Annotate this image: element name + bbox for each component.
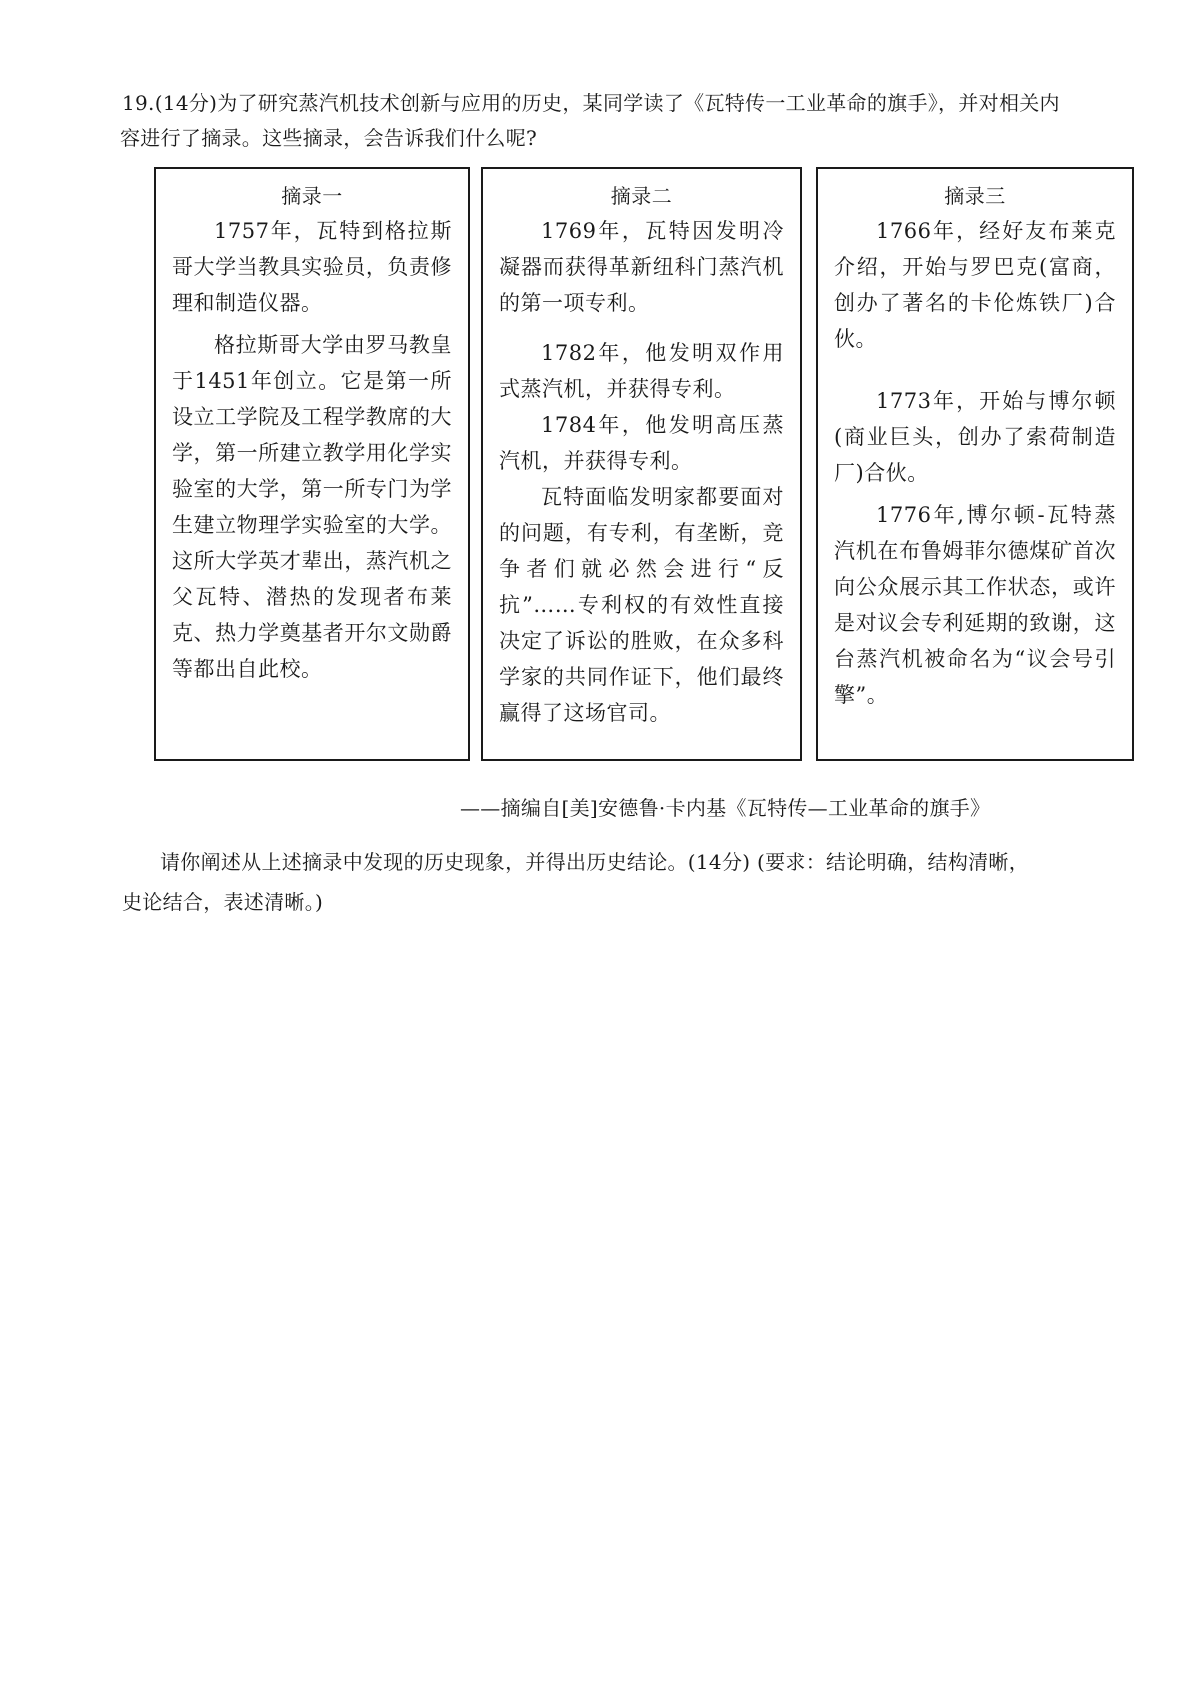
instruction-line-2: 史论结合，表述清晰。) bbox=[122, 890, 324, 914]
question-line-2: 容进行了摘录。这些摘录，会告诉我们什么呢? bbox=[120, 126, 538, 150]
excerpt-paragraph: 瓦特面临发明家都要面对的问题，有专利，有垄断，竞争者们就必然会进行“反抗”……专利权的有效性直接决定了诉讼的胜败，在众多科学家的共同作证下，他们最终赢得了这场官司。 bbox=[499, 485, 784, 725]
excerpt-box-1 bbox=[154, 167, 470, 761]
excerpt-paragraph: 格拉斯哥大学由罗马教皇于1451年创立。它是第一所设立工学院及工程学教席的大学，第一所建立教学用化学实验室的大学，第一所专门为学生建立物理学实验室的大学。这所大学英才辈出，蒸汽机之父瓦特、潜热的发现者布莱克、热力学奠基者开尔文勋爵等都出自此校。 bbox=[172, 333, 452, 681]
excerpt-box-3 bbox=[816, 167, 1134, 761]
question-line-1: 19.(14分)为了研究蒸汽机技术创新与应用的历史，某同学读了《瓦特传一工业革命的旗手》，并对相关内 bbox=[122, 91, 1060, 115]
excerpt-title: 摘录二 bbox=[610, 184, 673, 208]
excerpt-title: 摘录一 bbox=[281, 184, 343, 208]
excerpt-boxes bbox=[154, 167, 1134, 765]
excerpt-title: 摘录三 bbox=[944, 184, 1006, 208]
excerpt-paragraph: 1757年，瓦特到格拉斯哥大学当教具实验员，负责修理和制造仪器。 bbox=[172, 219, 452, 315]
excerpt-paragraph: 1769年，瓦特因发明冷凝器而获得革新纽科门蒸汽机的第一项专利。 bbox=[499, 219, 784, 315]
source-citation: ——摘编自[美]安德鲁·卡内基《瓦特传—工业革命的旗手》 bbox=[460, 796, 991, 820]
question-prompt bbox=[122, 86, 1132, 156]
excerpt-paragraph: 1773年，开始与博尔顿(商业巨头，创办了索荷制造厂)合伙。 bbox=[834, 389, 1116, 485]
answer-instruction bbox=[122, 842, 1132, 922]
excerpt-paragraph: 1784年，他发明高压蒸汽机，并获得专利。 bbox=[499, 413, 784, 473]
excerpt-paragraph: 1766年，经好友布莱克介绍，开始与罗巴克(富商，创办了著名的卡伦炼铁厂)合伙。 bbox=[834, 219, 1116, 351]
excerpt-paragraph: 1782年，他发明双作用式蒸汽机，并获得专利。 bbox=[499, 341, 784, 401]
excerpt-box-2 bbox=[481, 167, 802, 761]
instruction-line-1: 请你阐述从上述摘录中发现的历史现象，并得出历史结论。(14分) (要求：结论明确，结构清晰， bbox=[160, 850, 1030, 874]
excerpt-paragraph: 1776年,博尔顿-瓦特蒸汽机在布鲁姆菲尔德煤矿首次向公众展示其工作状态，或许是对议会专利延期的致谢，这台蒸汽机被命名为“议会号引擎”。 bbox=[834, 503, 1116, 707]
